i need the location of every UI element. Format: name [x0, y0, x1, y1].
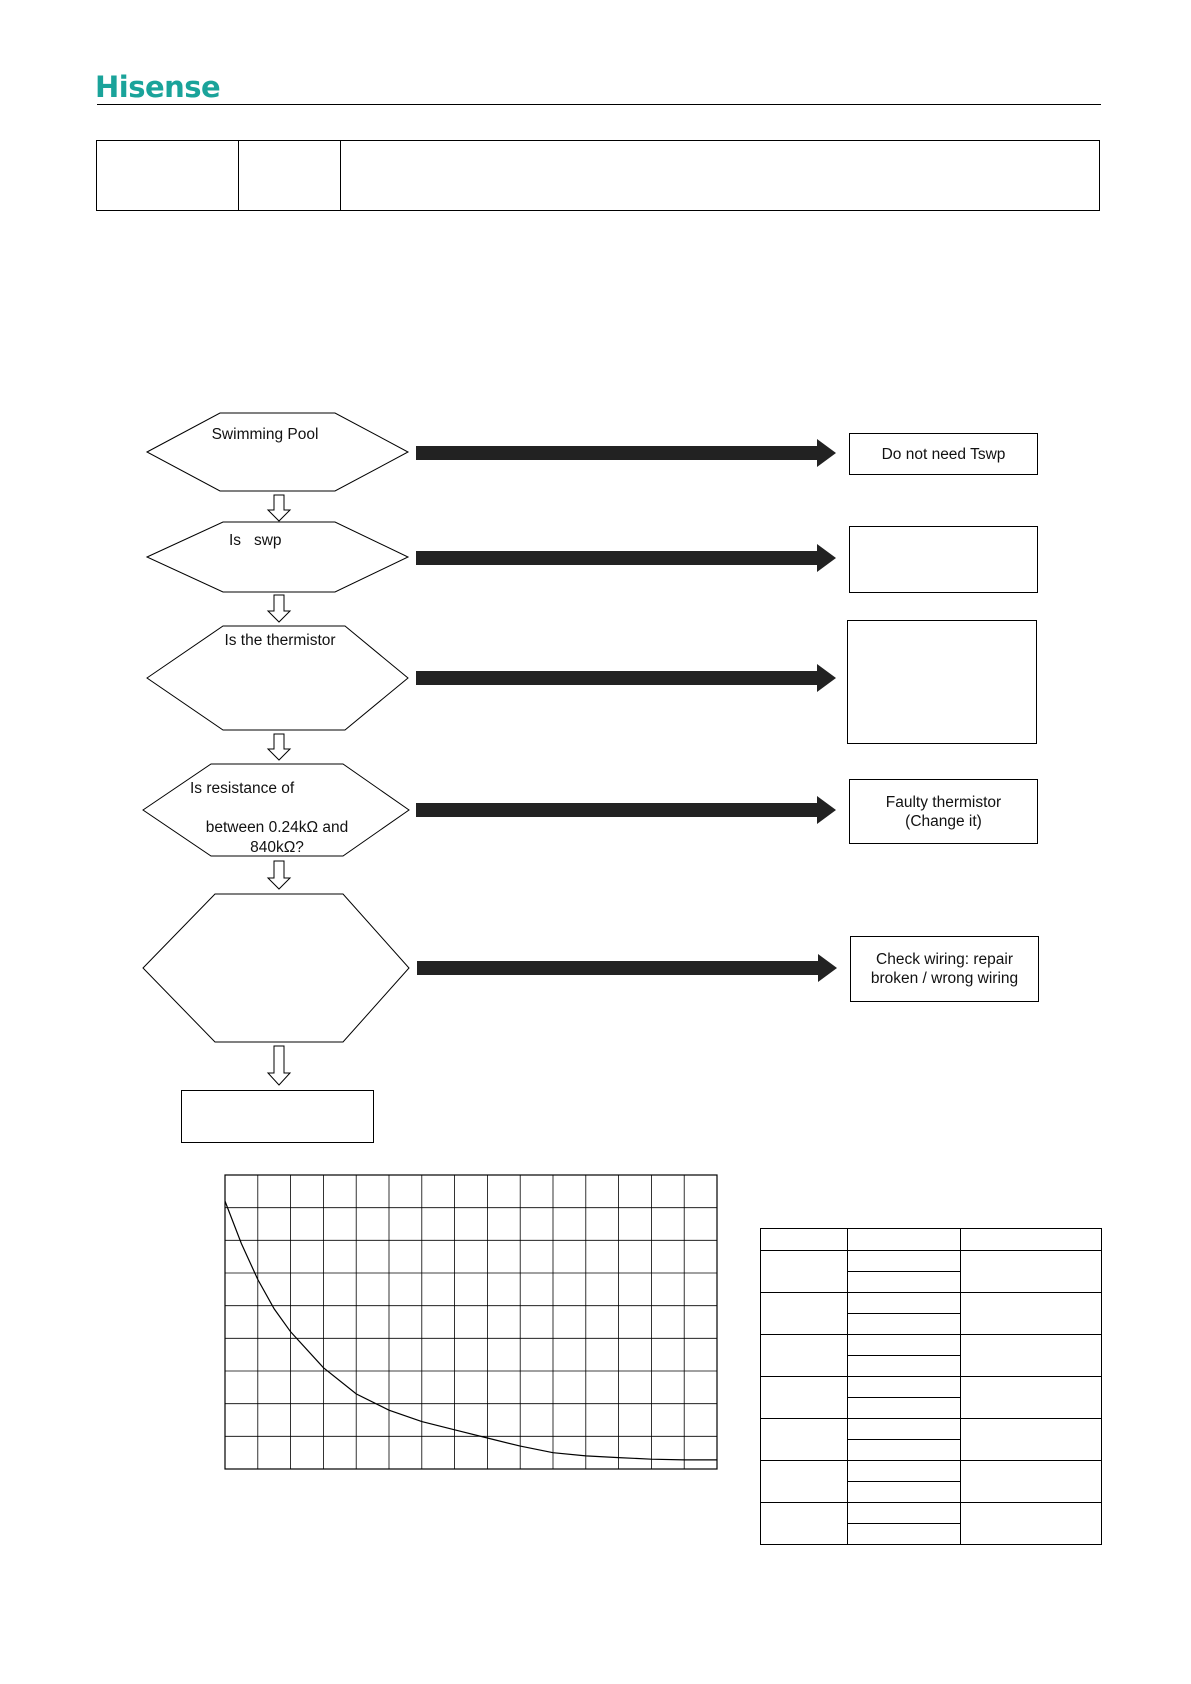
table-cell	[761, 1377, 848, 1419]
table-cell	[961, 1461, 1102, 1503]
table-cell	[961, 1377, 1102, 1419]
result-4-line-1: Faulty thermistor	[885, 793, 1002, 811]
table-row	[761, 1377, 1102, 1398]
table-cell	[761, 1335, 848, 1377]
table-cell	[961, 1419, 1102, 1461]
table-row	[761, 1293, 1102, 1314]
table-cell	[848, 1377, 961, 1398]
table-cell	[961, 1503, 1102, 1545]
result-5-line-1: Check wiring: repair	[876, 951, 1013, 968]
spec-table	[760, 1228, 1102, 1545]
arrow-to-result-1	[416, 439, 836, 467]
result-3-box	[847, 620, 1037, 744]
decision-resistance-label-1: Is resistance of	[190, 780, 295, 797]
table-cell	[961, 1251, 1102, 1293]
table-cell	[848, 1482, 961, 1503]
table-header-cell	[761, 1229, 848, 1251]
final-box	[181, 1090, 374, 1143]
down-arrow-4	[268, 861, 290, 889]
decision-resistance-label-3: 840kΩ?	[250, 839, 304, 856]
hisense-logo: Hisense	[95, 70, 221, 104]
down-arrow-2	[268, 595, 290, 622]
table-cell	[848, 1461, 961, 1482]
decision-is-swp-label: Is swp	[229, 532, 282, 549]
decision-swimming-pool-label: Swimming Pool	[211, 426, 319, 443]
table-cell	[848, 1440, 961, 1461]
arrow-to-result-2	[416, 544, 836, 572]
table-row	[761, 1251, 1102, 1272]
result-4-line-2: (Change it)	[905, 812, 982, 830]
down-arrow-3	[268, 734, 290, 760]
resistance-chart	[225, 1175, 717, 1469]
table-cell	[848, 1356, 961, 1377]
table-cell	[761, 1419, 848, 1461]
result-2-box	[849, 526, 1038, 593]
table-header-cell	[848, 1229, 961, 1251]
result-faulty-thermistor	[849, 779, 1038, 844]
table-cell	[848, 1503, 961, 1524]
table-header-cell	[961, 1229, 1102, 1251]
table-cell	[848, 1419, 961, 1440]
result-5-line-2: broken / wrong wiring	[870, 970, 1019, 987]
table-cell	[961, 1293, 1102, 1335]
resistance-curve	[225, 1201, 717, 1460]
decision-wiring	[143, 894, 409, 1042]
table-row	[761, 1503, 1102, 1524]
arrow-to-result-5	[417, 954, 837, 982]
table-header-row	[761, 1229, 1102, 1251]
table-cell	[848, 1398, 961, 1419]
decision-resistance-label-2: between 0.24kΩ and	[205, 819, 349, 836]
table-cell	[848, 1524, 961, 1545]
result-check-wiring	[850, 936, 1039, 1002]
table-cell	[848, 1335, 961, 1356]
table-cell	[761, 1503, 848, 1545]
down-arrow-1	[268, 495, 290, 521]
table-cell	[848, 1314, 961, 1335]
down-arrow-5	[268, 1046, 290, 1085]
table-cell	[848, 1293, 961, 1314]
result-1-label: Do not need Tswp	[881, 445, 1006, 463]
decision-is-thermistor-label: Is the thermistor	[224, 632, 336, 649]
table-row	[761, 1335, 1102, 1356]
table-cell	[848, 1251, 961, 1272]
table-row	[761, 1419, 1102, 1440]
table-cell	[761, 1461, 848, 1503]
table-cell	[848, 1272, 961, 1293]
table-cell	[761, 1293, 848, 1335]
result-do-not-need-tswp	[849, 433, 1038, 475]
table-cell	[761, 1251, 848, 1293]
arrow-to-result-3	[416, 664, 836, 692]
arrow-to-result-4	[416, 796, 836, 824]
table-cell	[961, 1335, 1102, 1377]
table-row	[761, 1461, 1102, 1482]
